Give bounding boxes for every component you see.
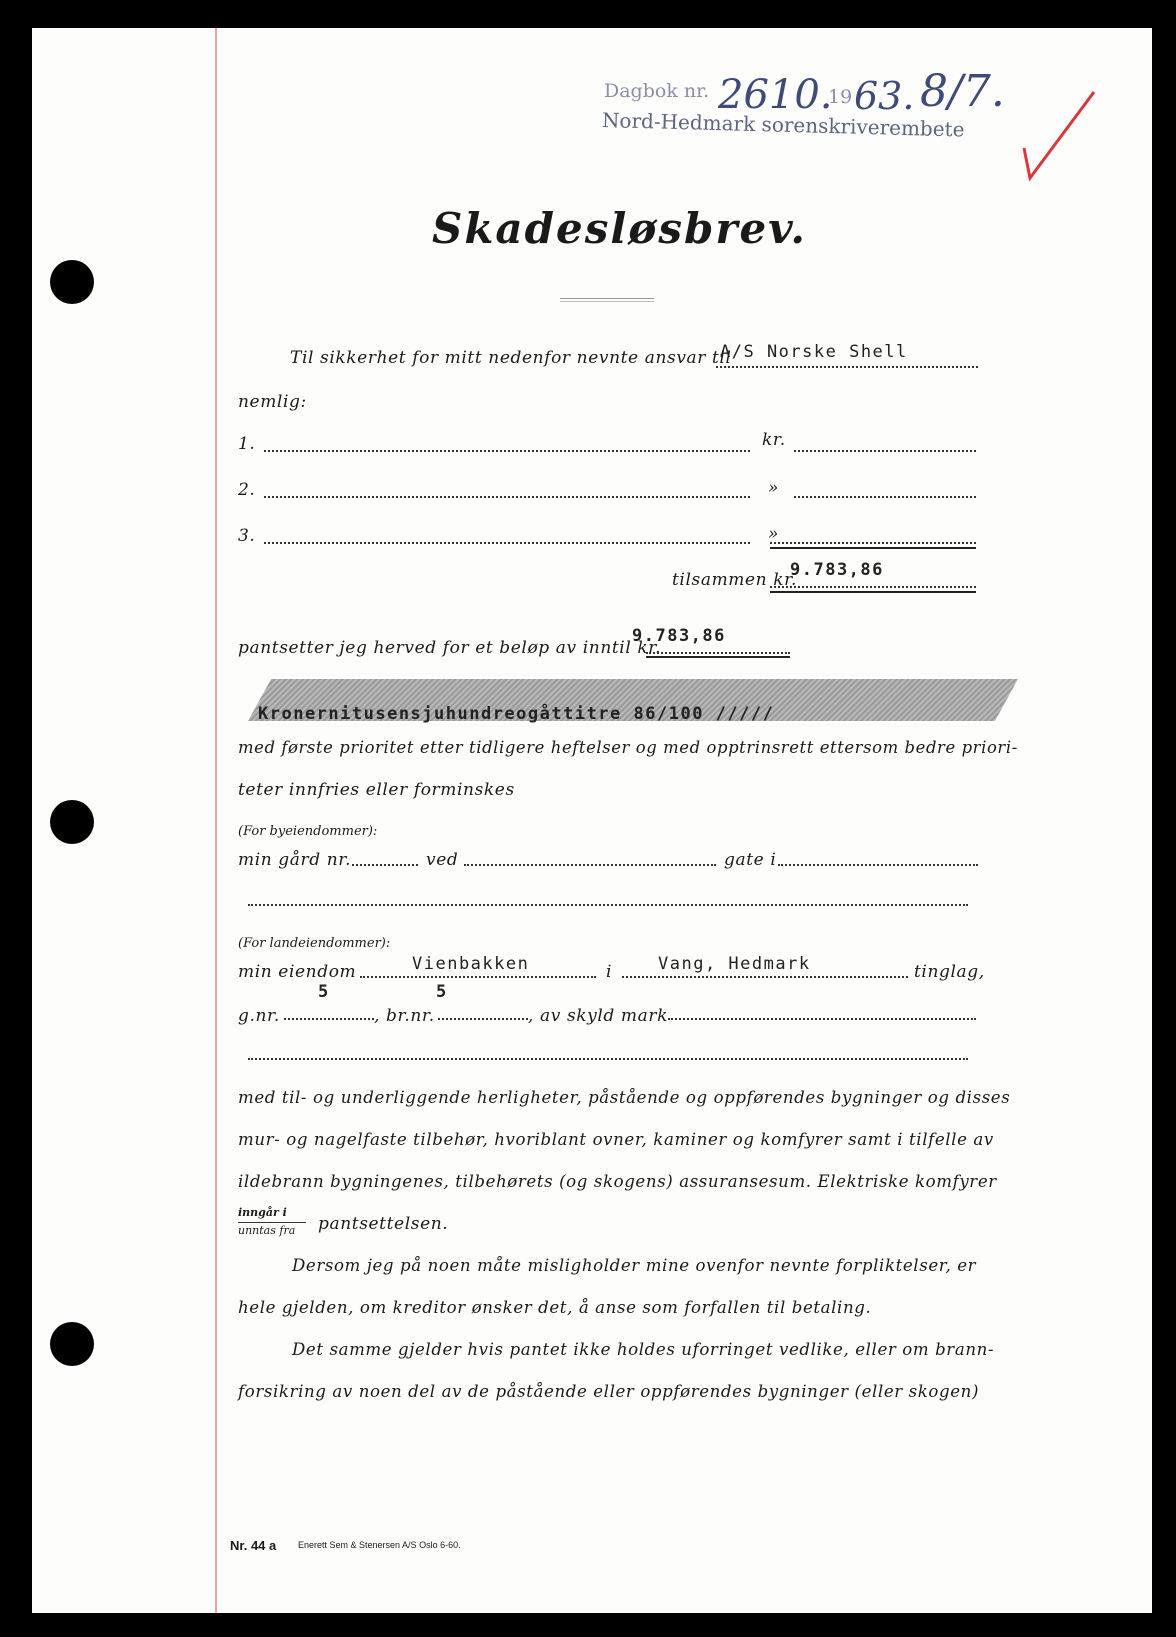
binder-hole-middle: [50, 800, 94, 844]
body-p3-line-1: Det samme gjelder hvis pantet ikke holdes uforringet vedlike, eller om brann-: [292, 1340, 995, 1359]
fraction-top: inngår i: [238, 1206, 287, 1219]
margin-rule: [215, 28, 217, 1613]
body-p1-line-4: pantsettelsen.: [318, 1214, 449, 1234]
item-3-amount-line: [770, 542, 976, 544]
amount-words: Kronernitusensjuhundreogåttitre 86/100 /////: [258, 704, 775, 724]
skyld-label: , av skyld mark: [528, 1006, 668, 1026]
item-2-sep: »: [768, 478, 780, 498]
bnr-label: , br.nr.: [374, 1006, 435, 1026]
creditor-name: A/S Norske Shell: [720, 342, 908, 362]
total-rule: [770, 591, 976, 593]
rural-label-3: tinglag,: [914, 962, 985, 982]
city-street-line: [464, 864, 716, 866]
stamp-prefix: Dagbok nr.: [604, 80, 710, 102]
skyld-line: [668, 1018, 976, 1020]
item-3-desc-line: [264, 542, 750, 544]
body-p1-line-2: mur- og nagelfaste tilbehør, hvoriblant ovner, kaminer og komfyrer samt i tilfelle av: [238, 1130, 994, 1149]
city-label-2: ved: [426, 850, 459, 870]
title-rule: [560, 298, 654, 302]
body-p2-line-2: hele gjelden, om kreditor ønsker det, å anse som forfallen til betaling.: [238, 1298, 872, 1317]
rural-heading: (For landeiendommer):: [238, 936, 391, 951]
total-line: [770, 586, 976, 588]
pledge-value: 9.783,86: [632, 626, 726, 646]
place-name: Vang, Hedmark: [658, 954, 811, 974]
item-3-number: 3.: [238, 526, 256, 546]
stamp-number: 2610.: [718, 72, 833, 118]
stamp-year: 63.: [854, 74, 915, 118]
document-page: [32, 28, 1152, 1613]
gnr-line: [284, 1018, 374, 1020]
priority-line-1: med første prioritet etter tidligere heftelser og med opptrinsrett ettersom bedre priori-: [238, 738, 1018, 757]
city-heading: (For byeiendommer):: [238, 824, 378, 839]
property-name: Vienbakken: [412, 954, 530, 974]
item-1-sep: kr.: [762, 430, 786, 450]
body-p3-line-2: forsikring av noen del av de påstående eller oppførendes bygninger (eller skogen): [238, 1382, 980, 1401]
fraction-rule: [238, 1222, 306, 1223]
property-line: [360, 976, 596, 978]
printer-credit: Enerett Sem & Stenersen A/S Oslo 6-60.: [298, 1540, 461, 1550]
body-p1-line-3: ildebrann bygningenes, tilbehørets (og skogens) assuransesum. Elektriske komfyrer: [238, 1172, 997, 1191]
intro-text: Til sikkerhet for mitt nedenfor nevnte ansvar til: [290, 348, 732, 368]
gnr-value: 5: [318, 982, 330, 1002]
document-title: Skadesløsbrev.: [432, 204, 808, 253]
priority-line-2: teter innfries eller forminskes: [238, 780, 515, 800]
stamp-office: Nord-Hedmark sorenskriverembete: [601, 108, 965, 142]
item-1-number: 1.: [238, 434, 256, 454]
body-p2-line-1: Dersom jeg på noen måte misligholder mine ovenfor nevnte forpliktelser, er: [292, 1256, 977, 1275]
total-value: 9.783,86: [790, 560, 884, 580]
item-2-number: 2.: [238, 480, 256, 500]
stamp-year-prefix: 19: [828, 86, 853, 108]
item-1-desc-line: [264, 450, 750, 452]
item-2-amount-line: [794, 496, 976, 498]
sum-rule: [770, 547, 976, 549]
bnr-line: [438, 1018, 528, 1020]
city-label-1: min gård nr.: [238, 850, 352, 870]
nemlig-label: nemlig:: [238, 392, 307, 412]
item-2-desc-line: [264, 496, 750, 498]
bnr-value: 5: [436, 982, 448, 1002]
city-number-line: [352, 864, 418, 866]
creditor-line: [716, 366, 978, 368]
total-label: tilsammen kr.: [672, 570, 797, 590]
pledge-rule: [646, 656, 790, 658]
stamp-date: 8/7.: [920, 66, 1005, 117]
city-label-3: gate i: [724, 850, 777, 870]
check-mark-icon: [1020, 88, 1100, 184]
binder-hole-top: [50, 260, 94, 304]
rural-extra-line: [248, 1058, 968, 1060]
rural-label-2: i: [606, 962, 613, 982]
rural-label-1: min eiendom: [238, 962, 357, 982]
pledge-label: pantsetter jeg herved for et beløp av inntil kr.: [238, 638, 662, 658]
fraction-bottom: unntas fra: [238, 1224, 296, 1237]
gnr-label: g.nr.: [238, 1006, 280, 1026]
city-extra-line: [248, 904, 968, 906]
body-p1-line-1: med til- og underliggende herligheter, påstående og oppførendes bygninger og disses: [238, 1088, 1011, 1107]
binder-hole-bottom: [50, 1322, 94, 1366]
city-town-line: [778, 864, 978, 866]
item-3-sep: »: [768, 524, 780, 544]
pledge-line: [646, 652, 790, 654]
place-line: [622, 976, 908, 978]
form-number: Nr. 44 a: [230, 1538, 277, 1553]
item-1-amount-line: [794, 450, 976, 452]
